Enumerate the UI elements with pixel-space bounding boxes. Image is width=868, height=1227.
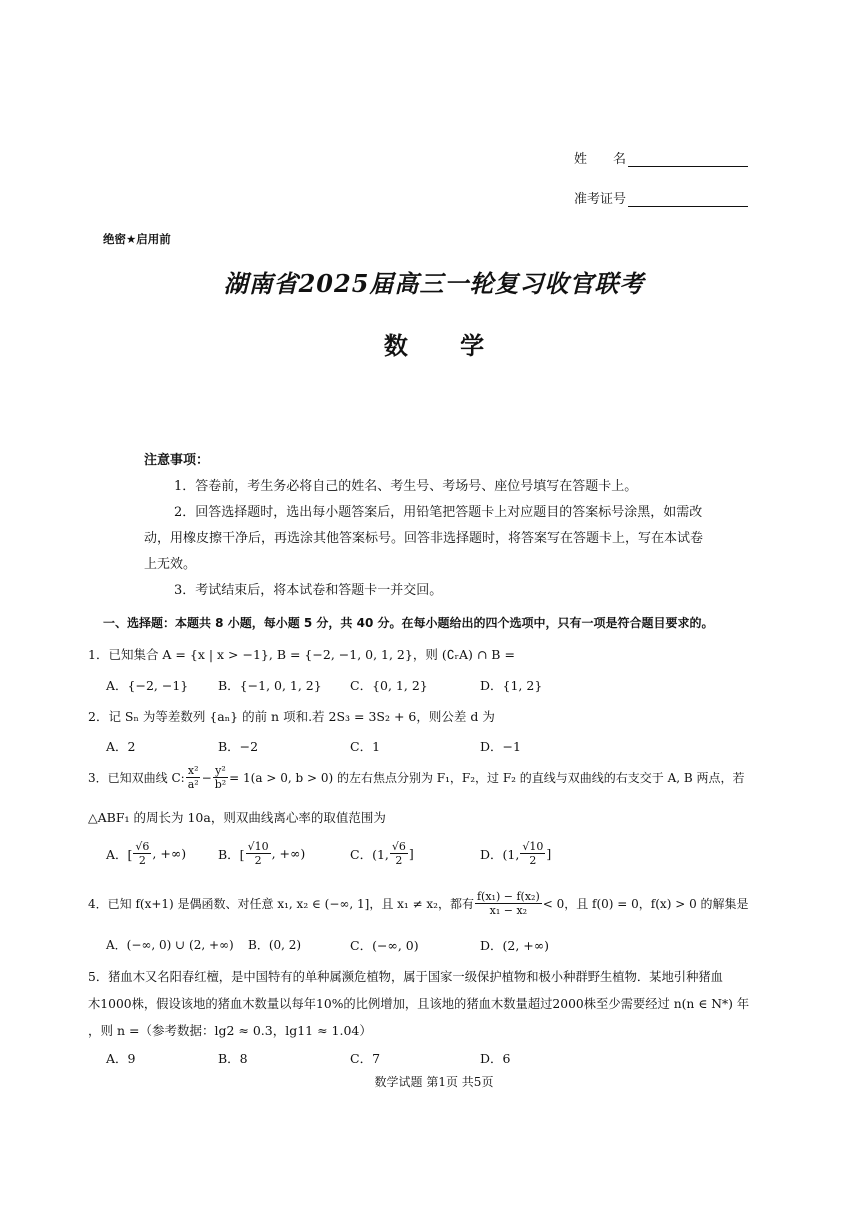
exam-id-label: 准考证号 <box>574 192 627 207</box>
q3-a2: a² <box>187 778 199 791</box>
q4-option-c[interactable]: C．(−∞, 0) <box>350 938 419 953</box>
q3-c-pre: C．(1, <box>350 846 389 862</box>
q5-option-a[interactable]: A．9 <box>106 1051 136 1066</box>
q3-stem-pre: 3．已知双曲线 C: <box>88 771 185 785</box>
question-4-stem <box>88 890 749 917</box>
subject-title: 数 学 <box>383 331 507 360</box>
question-3-stem-line2: △ABF₁ 的周长为 10a，则双曲线离心率的取值范围为 <box>88 810 386 825</box>
q3-option-a[interactable] <box>106 840 186 867</box>
q3-b2: b² <box>214 778 227 791</box>
q3-b-pre: B．[ <box>218 846 245 862</box>
q1-option-b[interactable]: B．{−1, 0, 1, 2} <box>218 678 322 693</box>
q4-frac <box>475 890 542 917</box>
notes-item-2-cont: 动，用橡皮擦干净后，再选涂其他答案标号。回答非选择题时，将答案写在答题卡上，写在本试卷 <box>144 531 704 546</box>
notes-heading: 注意事项： <box>144 453 210 468</box>
q4-stem-post: < 0，且 f(0) = 0，f(x) > 0 的解集是 <box>542 897 749 911</box>
q3-a-pre: A．[ <box>106 846 133 862</box>
q3-minus: − <box>201 770 212 785</box>
page-footer: 数学试题 第1页 共5页 <box>374 1075 494 1089</box>
q3-b-frac <box>246 840 271 867</box>
q4-frac-num: f(x₁) − f(x₂) <box>476 890 540 903</box>
q5-option-b[interactable]: B．8 <box>218 1051 248 1066</box>
confidential-mark: 绝密★启用前 <box>103 232 171 246</box>
q4-option-d[interactable]: D．(2, +∞) <box>480 938 550 953</box>
q3-d-post: ] <box>546 846 552 861</box>
exam-id-blank[interactable] <box>628 192 748 207</box>
q3-c-frac <box>390 840 408 867</box>
q5-option-c[interactable]: C．7 <box>350 1051 381 1066</box>
name-field[interactable] <box>574 148 748 167</box>
q3-b-post: , +∞) <box>271 846 306 861</box>
q3-frac-y <box>213 764 228 791</box>
q3-d-pre: D．(1, <box>480 846 520 862</box>
q3-c-num: √6 <box>391 840 406 853</box>
name-blank[interactable] <box>628 152 748 167</box>
q3-d-den: 2 <box>529 854 537 867</box>
q3-a-post: , +∞) <box>152 846 187 861</box>
q3-stem-mid: = 1(a > 0, b > 0) 的左右焦点分别为 F₁，F₂，过 F₂ 的直线与双曲线的右支交于 A, B 两点，若 <box>229 771 745 785</box>
question-5-line2: 木1000株，假设该地的猪血木数量以每年10%的比例增加，且该地的猪血木数量超过2000株至少需要经过 n(n ∈ N*) 年 <box>88 997 750 1011</box>
q1-option-c[interactable]: C．{0, 1, 2} <box>350 678 428 693</box>
q3-option-b[interactable] <box>218 840 305 867</box>
q2-option-c[interactable]: C．1 <box>350 739 381 754</box>
notes-item-1: 1．答卷前，考生务必将自己的姓名、考生号、考场号、座位号填写在答题卡上。 <box>174 479 638 494</box>
q3-frac-x <box>186 764 201 791</box>
question-2-stem: 2．记 Sₙ 为等差数列 {aₙ} 的前 n 项和.若 2S₃ = 3S₂ + 6，则公差 d 为 <box>88 709 495 724</box>
question-5-line1: 5．猪血木又名阳春红檀，是中国特有的单种属濒危植物，属于国家一级保护植物和极小种群野生植物．某地引种猪血 <box>88 970 723 984</box>
q4-option-b[interactable]: B．(0, 2) <box>248 938 302 952</box>
q3-d-frac <box>520 840 545 867</box>
q3-b-num: √10 <box>247 840 269 853</box>
notes-item-2-cont2: 上无效。 <box>144 557 197 572</box>
question-1-stem: 1．已知集合 A = {x | x > −1}, B = {−2, −1, 0, 1, 2}，则 (∁ᵣA) ∩ B = <box>88 647 515 662</box>
q3-x2: x² <box>187 764 199 777</box>
q1-option-a[interactable]: A．{−2, −1} <box>106 678 189 693</box>
q4-stem-pre: 4．已知 f(x+1) 是偶函数、对任意 x₁, x₂ ∈ (−∞, 1]，且 x₁ ≠ x₂，都有 <box>88 897 474 911</box>
q3-y2: y² <box>215 764 226 777</box>
q1-option-d[interactable]: D．{1, 2} <box>480 678 543 693</box>
q3-c-post: ] <box>408 846 414 861</box>
notes-item-2: 2．回答选择题时，选出每小题答案后，用铅笔把答题卡上对应题目的答案标号涂黑，如需改 <box>174 505 703 520</box>
q4-frac-den: x₁ − x₂ <box>489 904 528 917</box>
section-heading: 一、选择题：本题共 8 小题，每小题 5 分，共 40 分。在每小题给出的四个选项中，只有一项是符合题目要求的。 <box>103 616 714 630</box>
q2-option-d[interactable]: D．−1 <box>480 739 521 754</box>
q5-option-d[interactable]: D．6 <box>480 1051 511 1066</box>
name-label: 姓 名 <box>574 152 627 167</box>
q3-a-num: √6 <box>135 840 150 853</box>
q3-b-den: 2 <box>254 854 262 867</box>
q3-a-frac <box>133 840 151 867</box>
exam-title: 湖南省2025届高三一轮复习收官联考 <box>223 269 645 298</box>
question-5-line3: ，则 n =（参考数据：lg2 ≈ 0.3，lg11 ≈ 1.04） <box>88 1023 372 1038</box>
notes-item-3: 3．考试结束后，将本试卷和答题卡一并交回。 <box>174 583 443 598</box>
q3-a-den: 2 <box>138 854 146 867</box>
q3-c-den: 2 <box>395 854 403 867</box>
q2-option-a[interactable]: A．2 <box>106 739 136 754</box>
q3-d-num: √10 <box>522 840 544 853</box>
exam-id-field[interactable] <box>574 188 748 207</box>
q2-option-b[interactable]: B．−2 <box>218 739 259 754</box>
question-3-stem <box>88 764 745 791</box>
q3-option-d[interactable] <box>480 840 551 867</box>
q4-option-a[interactable]: A．(−∞, 0) ∪ (2, +∞) <box>106 938 234 952</box>
q3-option-c[interactable] <box>350 840 414 867</box>
